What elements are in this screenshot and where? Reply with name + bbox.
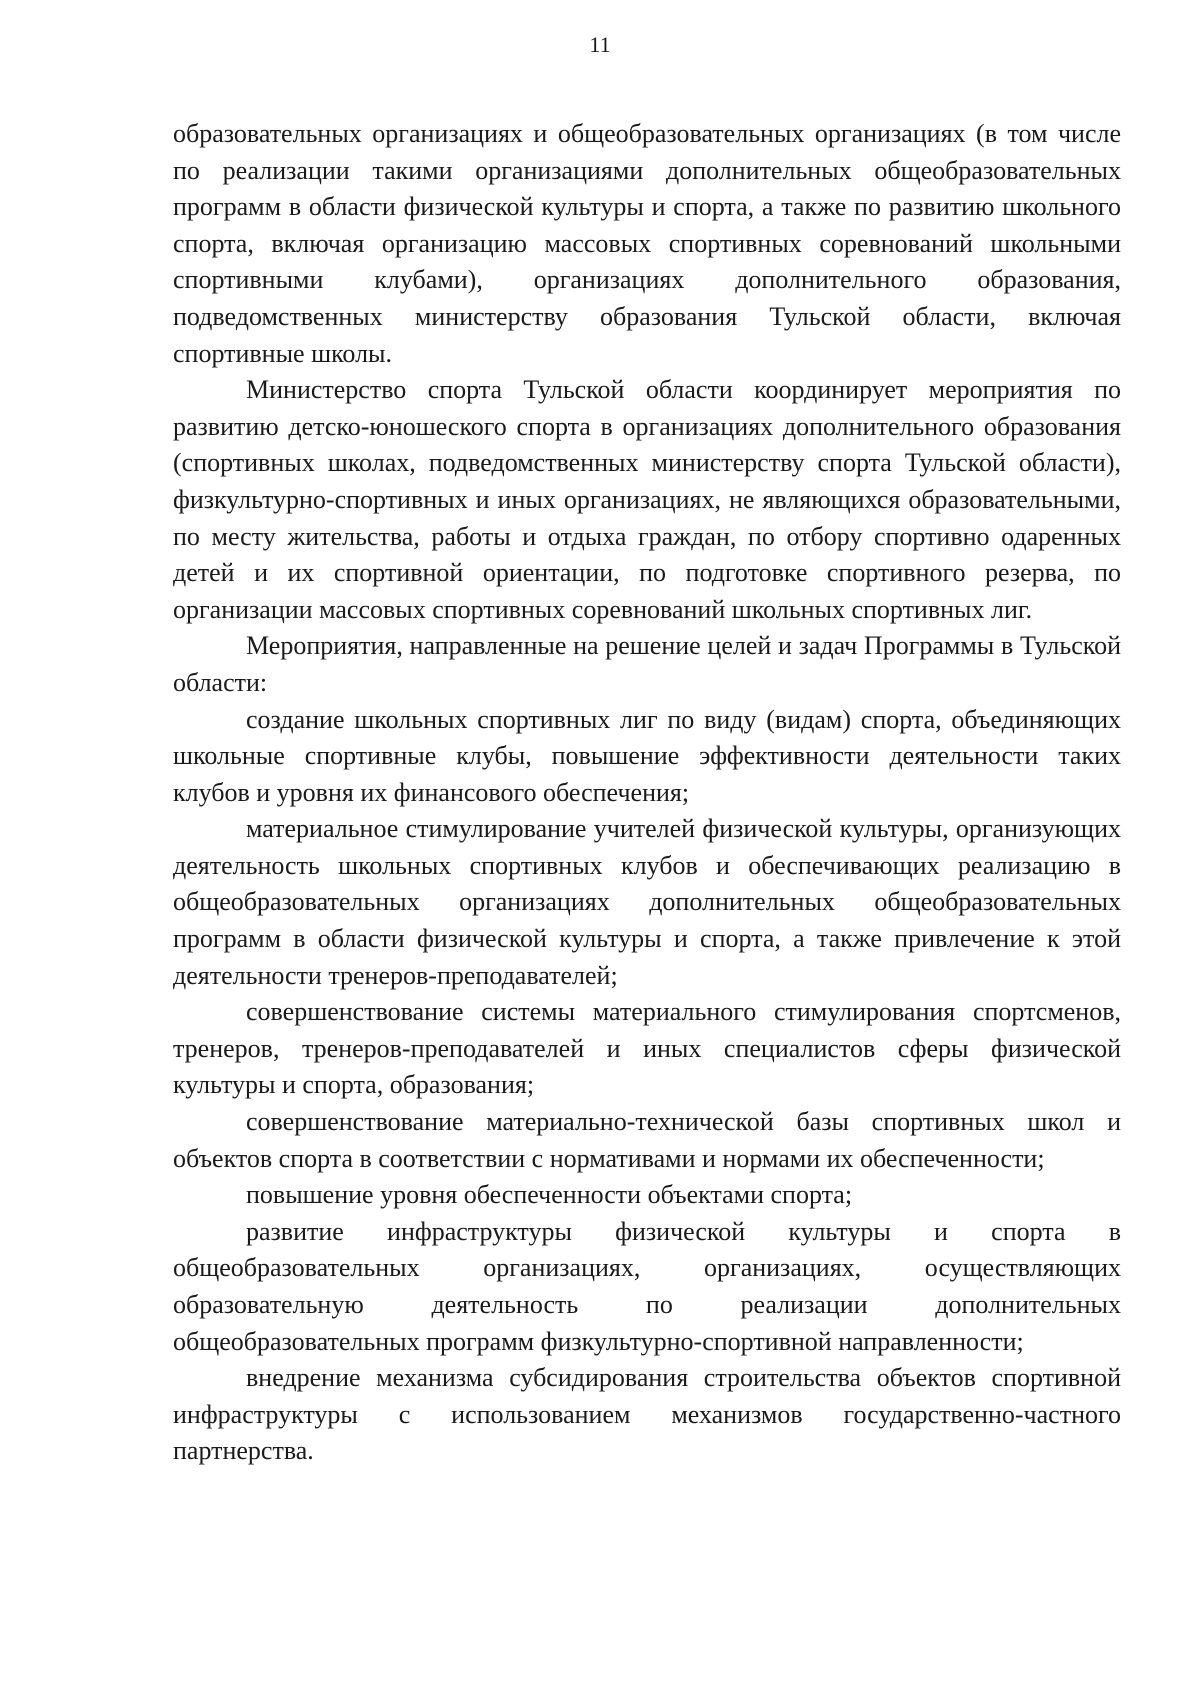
list-item: внедрение механизма субсидирования строительства объектов спортивной инфраструктуры с использованием механизмов государственно-частного партнерства. <box>173 1363 1121 1466</box>
paragraph-continuation: образовательных организациях и общеобразовательных организациях (в том числе по реализации такими организациями дополнительных общеобразовательных программ в области физической культуры и спорта, а также по развитию школьного спорта, включая организацию массовых спортивных соревнований школьными спортивными клубами), организациях дополнительного образования, подведомственных министерству образования Тульской области, включая спортивные школы. <box>173 119 1121 368</box>
page-number: 11 <box>589 32 611 57</box>
document-body <box>173 116 1121 1470</box>
paragraph-ministry-sport: Министерство спорта Тульской области координирует мероприятия по развитию детско-юношеского спорта в организациях дополнительного образования (спортивных школах, подведомственных министерству спорта Тульской области), физкультурно-спортивных и иных организациях, не являющихся образовательными, по месту жительства, работы и отдыха граждан, по отбору спортивно одаренных детей и их спортивной ориентации, по подготовке спортивного резерва, по организации массовых спортивных соревнований школьных спортивных лиг. <box>173 375 1121 624</box>
measures-list <box>173 702 1121 1470</box>
list-item: создание школьных спортивных лиг по виду (видам) спорта, объединяющих школьные спортивные клубы, повышение эффективности деятельности таких клубов и уровня их финансового обеспечения; <box>173 704 1121 807</box>
list-item: совершенствование системы материального стимулирования спортсменов, тренеров, тренеров-преподавателей и иных специалистов сферы физической культуры и спорта, образования; <box>173 997 1121 1100</box>
list-item: совершенствование материально-технической базы спортивных школ и объектов спорта в соответствии с нормативами и нормами их обеспеченности; <box>173 1107 1121 1173</box>
list-item: повышение уровня обеспеченности объектами спорта; <box>246 1180 853 1210</box>
paragraph-measures-intro: Мероприятия, направленные на решение целей и задач Программы в Тульской области: <box>173 631 1121 697</box>
list-item: материальное стимулирование учителей физической культуры, организующих деятельность школьных спортивных клубов и обеспечивающих реализацию в общеобразовательных организациях дополнительных общеобразовательных программ в области физической культуры и спорта, а также привлечение к этой деятельности тренеров-преподавателей; <box>173 814 1121 990</box>
list-item: развитие инфраструктуры физической культуры и спорта в общеобразовательных организациях, организациях, осуществляющих образовательную деятельность по реализации дополнительных общеобразовательных программ физкультурно-спортивной направленности; <box>173 1216 1121 1356</box>
